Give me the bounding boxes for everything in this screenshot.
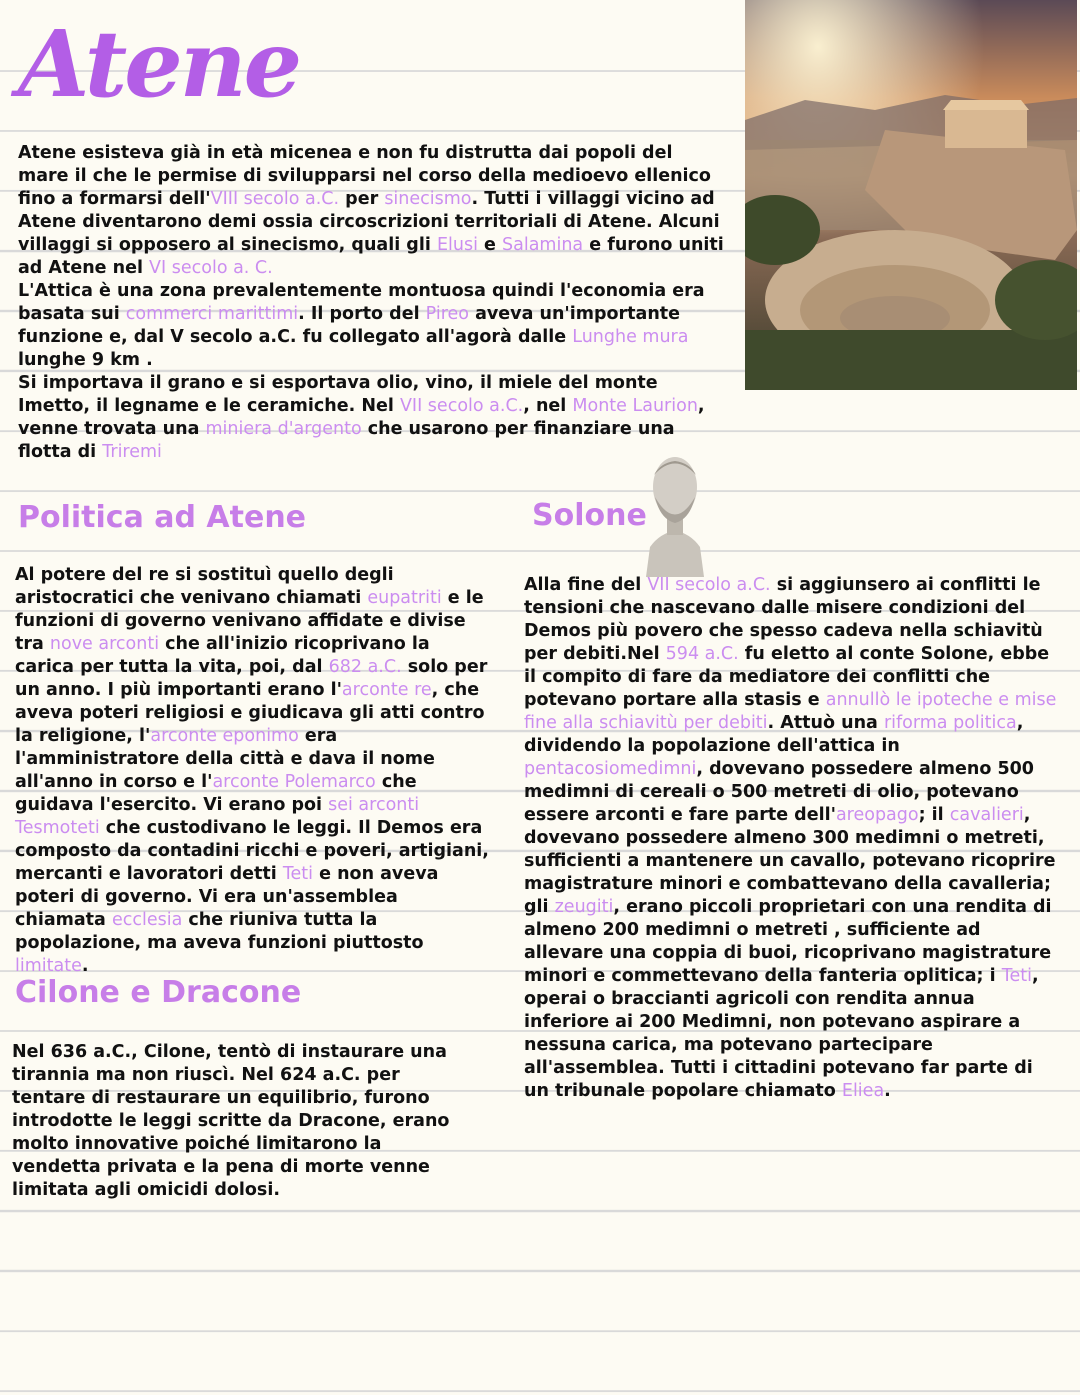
- acropolis-photo: [745, 0, 1077, 390]
- text-run: , dovevano possedere almeno 300 medimni o metreti, sufficienti a mantenere un cavallo, potevano ricoprire magistrature minori e combattevano della cavalleria; gli: [524, 805, 1056, 917]
- highlighted-term: nove arconti: [49, 634, 160, 654]
- highlighted-term: VIII secolo a.C.: [210, 189, 340, 209]
- highlighted-term: cavalieri: [949, 805, 1024, 825]
- text-run: si aggiunsero ai conflitti le tensioni che nascevano dalle misere condizioni del Demos più povero che spesso cadeva nella schiavitù per debiti.Nel: [524, 575, 1043, 664]
- highlighted-term: Triremi: [102, 442, 162, 462]
- solone-text: [524, 574, 1059, 1103]
- text-run: che riuniva tutta la popolazione, ma aveva funzioni piuttosto: [15, 910, 424, 953]
- text-run: L'Attica è una zona prevalentemente montuosa quindi l'economia era basata sui: [18, 281, 705, 324]
- text-run: , erano piccoli proprietari con una rendita di almeno 200 medimni o metreti , sufficiente ad allevare una coppia di buoi, ricoprivano magistrature minori e commettevano della fanteria oplitica; i: [524, 897, 1052, 986]
- text-run: e non aveva poteri di governo. Vi era un'assemblea chiamata: [15, 864, 439, 930]
- highlighted-term: Salamina: [502, 235, 584, 255]
- text-run: che usarono per finanziare una flotta di: [18, 419, 675, 462]
- highlighted-term: VII secolo a.C.: [399, 396, 524, 416]
- intro-paragraph-1: [18, 142, 728, 280]
- highlighted-term: Teti: [1001, 966, 1032, 986]
- text-run: , nel: [523, 396, 573, 416]
- highlighted-term: miniera d'argento: [205, 419, 362, 439]
- highlighted-term: ecclesia: [111, 910, 183, 930]
- intro-paragraph-2: [18, 280, 728, 372]
- highlighted-term: VI secolo a. C.: [149, 258, 273, 278]
- text-run: era l'amministratore della città e dava il nome all'anno in corso e l': [15, 726, 435, 792]
- cilone-text: [12, 1041, 452, 1202]
- text-run: Al potere del re si sostituì quello degli aristocratici che venivano chiamati: [15, 565, 394, 608]
- highlighted-term: 682 a.C.: [328, 657, 402, 677]
- text-run: .: [884, 1081, 891, 1101]
- highlighted-term: arconte re: [341, 680, 432, 700]
- text-run: .: [81, 956, 89, 976]
- text-run: , operai o braccianti agricoli con rendita annua inferiore ai 200 Medimni, non potevano aspirare a nessuna carica, ma potevano partecipare all'assemblea. Tutti i cittadini potevano far parte di un tribunale popolare chiamato: [524, 966, 1039, 1101]
- highlighted-term: zeugiti: [554, 897, 614, 917]
- highlighted-term: sinecismo: [384, 189, 472, 209]
- solone-heading: Solone: [532, 498, 647, 533]
- text-run: e le funzioni di governo venivano affidate e divise tra: [15, 588, 484, 654]
- highlighted-term: Pireo: [425, 304, 469, 324]
- text-run: , dividendo la popolazione dell'attica in: [524, 713, 1024, 756]
- highlighted-term: Monte Laurion: [572, 396, 698, 416]
- text-run: Si importava il grano e si esportava olio, vino, il miele del monte Imetto, il legname e le ceramiche. Nel: [18, 373, 658, 416]
- highlighted-term: areopago: [835, 805, 919, 825]
- text-run: Nel 636 a.C., Cilone, tentò di instaurare una tirannia ma non riuscì. Nel 624 a.C. per tentare di restaurare un equilibrio, furono introdotte le leggi scritte da Dracone, erano molto innovative poiché limitarono la vendetta privata e la pena di morte venne limitata agli omicidi dolosi.: [12, 1042, 450, 1200]
- text-run: , venne trovata una: [18, 396, 705, 439]
- highlighted-term: arconte eponimo: [150, 726, 299, 746]
- text-run: , dovevano possedere almeno 500 medimni di cereali o 500 metreti di olio, potevano essere arconti e fare parte dell': [524, 759, 1034, 825]
- highlighted-term: eupatriti: [367, 588, 442, 608]
- text-run: solo per un anno. I più importanti erano l': [15, 657, 488, 700]
- text-run: . Attuò una: [767, 713, 884, 733]
- text-run: e furono uniti ad Atene nel: [18, 235, 724, 278]
- text-run: Atene esisteva già in età micenea e non fu distrutta dai popoli del mare il che le permise di svilupparsi nel corso della medioevo ellenico fino a formarsi dell': [18, 143, 711, 209]
- text-run: . Tutti i villaggi vicino ad Atene diventarono demi ossia circoscrizioni territoriali di Atene. Alcuni villaggi si opposero al sinecismo, quali gli: [18, 189, 720, 255]
- text-run: ; il: [918, 805, 950, 825]
- text-run: . Il porto del: [298, 304, 426, 324]
- highlighted-term: Eliea: [841, 1081, 885, 1101]
- text-run: aveva un'importante funzione e, dal V secolo a.C. fu collegato all'agorà dalle: [18, 304, 681, 347]
- highlighted-term: 594 a.C.: [665, 644, 739, 664]
- highlighted-term: sei arconti Tesmoteti: [15, 795, 420, 838]
- text-run: per: [339, 189, 385, 209]
- text-run: , che aveva poteri religiosi e giudicava gli atti contro la religione, l': [15, 680, 485, 746]
- highlighted-term: riforma politica: [883, 713, 1017, 733]
- highlighted-term: arconte Polemarco: [212, 772, 376, 792]
- text-run: che all'inizio ricoprivano la carica per tutta la vita, poi, dal: [15, 634, 430, 677]
- page-title: Atene: [18, 10, 300, 118]
- highlighted-term: commerci marittimi: [125, 304, 299, 324]
- text-run: Alla fine del: [524, 575, 648, 595]
- intro-paragraph-3: [18, 372, 728, 464]
- highlighted-term: Elusi: [436, 235, 478, 255]
- politica-heading: Politica ad Atene: [18, 500, 307, 535]
- politica-text: [15, 564, 490, 978]
- highlighted-term: VII secolo a.C.: [647, 575, 771, 595]
- text-run: fu eletto al conte Solone, ebbe il compito di fare da mediatore dei conflitti che potevano portare alla stasis e: [524, 644, 1050, 710]
- highlighted-term: limitate: [15, 956, 82, 976]
- highlighted-term: Lunghe mura: [572, 327, 689, 347]
- highlighted-term: pentacosiomedimni: [524, 759, 697, 779]
- solone-bust-image: [640, 447, 710, 577]
- text-run: lunghe 9 km .: [18, 350, 153, 370]
- highlighted-term: Teti: [282, 864, 314, 884]
- cilone-heading: Cilone e Dracone: [15, 975, 302, 1010]
- text-run: e: [477, 235, 502, 255]
- text-run: che guidava l'esercito. Vi erano poi: [15, 772, 417, 815]
- text-run: che custodivano le leggi. Il Demos era composto da contadini ricchi e poveri, artigiani, mercanti e lavoratori detti: [15, 818, 489, 884]
- highlighted-term: annullò le ipoteche e mise fine alla schiavitù per debiti: [524, 690, 1057, 733]
